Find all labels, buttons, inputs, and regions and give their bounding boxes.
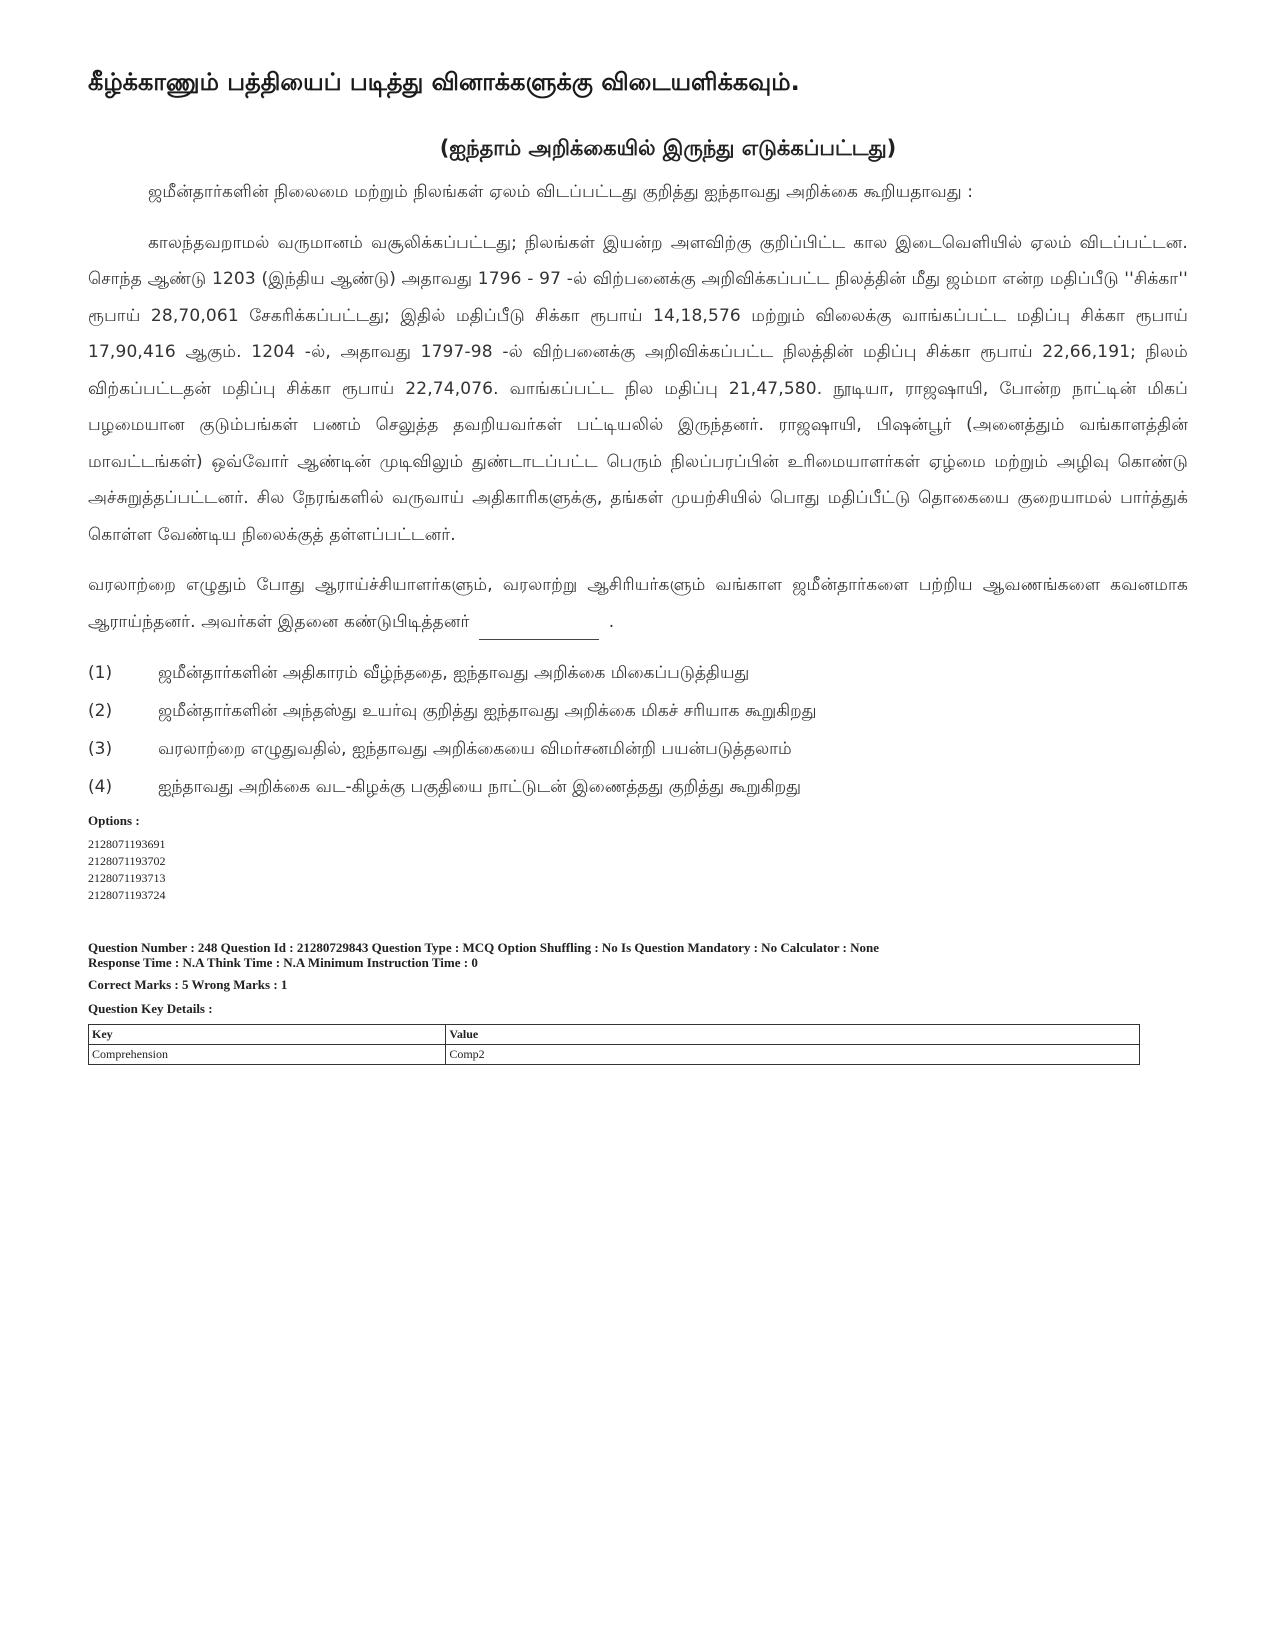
key-details-label: Question Key Details : bbox=[88, 1001, 213, 1016]
choice-text: வரலாற்றை எழுதுவதில், ஐந்தாவது அறிக்கையை விமர்சனமின்றி பயன்படுத்தலாம் bbox=[158, 739, 792, 759]
answer-blank bbox=[479, 619, 599, 640]
table-header-row bbox=[89, 1025, 1140, 1045]
passage-subtitle: (ஐந்தாம் அறிக்கையில் இருந்து எடுக்கப்பட்டது) bbox=[439, 136, 897, 160]
question-info-line-1: Question Number : 248 Question Id : 21280729843 Question Type : MCQ Option Shuffling : No Is Question Mandatory : No Calculator : None bbox=[88, 940, 880, 955]
table-cell-key: Comprehension bbox=[89, 1045, 446, 1065]
options-label: Options : bbox=[88, 813, 140, 828]
question-page bbox=[88, 62, 1188, 1065]
marks-info: Correct Marks : 5 Wrong Marks : 1 bbox=[88, 977, 288, 992]
choice-text: ஜமீன்தார்களின் அதிகாரம் வீழ்ந்ததை, ஐந்தாவது அறிக்கை மிகைப்படுத்தியது bbox=[158, 663, 750, 683]
option-id: 2128071193702 bbox=[88, 854, 166, 868]
passage-paragraph-1: ஜமீன்தார்களின் நிலைமை மற்றும் நிலங்கள் ஏலம் விடப்பட்டது குறித்து ஐந்தாவது அறிக்கை கூறியதாவது : bbox=[148, 182, 974, 202]
choice-number: (4) bbox=[88, 777, 113, 797]
choice-text: ஐந்தாவது அறிக்கை வட-கிழக்கு பகுதியை நாட்டுடன் இணைத்தது குறித்து கூறுகிறது bbox=[158, 777, 801, 797]
question-info bbox=[88, 940, 1188, 970]
option-id: 2128071193724 bbox=[88, 888, 166, 902]
passage-paragraph-2: காலந்தவறாமல் வருமானம் வசூலிக்கப்பட்டது; நிலங்கள் இயன்ற அளவிற்கு குறிப்பிட்ட கால இடைவெளியில் ஏலம் விடப்பட்டன. சொந்த ஆண்டு 1203 (இந்திய ஆண்டு) அதாவது 1796 - 97 -ல் விற்பனைக்கு அறிவிக்கப்பட்ட நிலத்தின் மீது ஜம்மா என்ற மதிப்பீடு ''சிக்கா'' ரூபாய் 28,70,061 சேகரிக்கப்பட்டது; இதில் மதிப்பீடு சிக்கா ரூபாய் 14,18,576 மற்றும் விலைக்கு வாங்கப்பட்ட மதிப்பு சிக்கா ரூபாய் 17,90,416 ஆகும். 1204 -ல், அதாவது 1797-98 -ல் விற்பனைக்கு அறிவிக்கப்பட்ட நிலத்தின் மதிப்பு சிக்கா ரூபாய் 22,66,191; நிலம் விற்கப்பட்டதன் மதிப்பு சிக்கா ரூபாய் 22,74,076. வாங்கப்பட்ட நில மதிப்பு 21,47,580. நூடியா, ராஜஷாயி, போன்ற நாட்டின் மிகப் பழமையான குடும்பங்கள் பணம் செலுத்த தவறியவர்கள் பட்டியலில் இருந்தனர். ராஜஷாயி, பிஷன்பூர் (அனைத்தும் வங்காளத்தின் மாவட்டங்கள்) ஒவ்வோர் ஆண்டின் முடிவிலும் துண்டாடப்பட்ட பெரும் நிலப்பரப்பின் உரிமையாளர்கள் ஏழ்மை மற்றும் அழிவு கொண்டு அச்சுறுத்தப்பட்டனர். சில நேரங்களில் வருவாய் அதிகாரிகளுக்கு, தங்கள் முயற்சியில் பொது மதிப்பீட்டு தொகையை குறையாமல் பார்த்துக் கொள்ள வேண்டிய நிலைக்குத் தள்ளப்பட்டனர். bbox=[88, 232, 1188, 545]
table-row bbox=[89, 1045, 1140, 1065]
key-details-table bbox=[88, 1024, 1140, 1065]
choice-number: (1) bbox=[88, 663, 113, 683]
answer-choices bbox=[88, 654, 1188, 806]
choice-number: (2) bbox=[88, 701, 113, 721]
options-list bbox=[88, 836, 1188, 904]
option-id: 2128071193691 bbox=[88, 837, 166, 851]
option-id: 2128071193713 bbox=[88, 871, 166, 885]
choice-4[interactable] bbox=[88, 768, 1188, 806]
table-cell-value: Comp2 bbox=[446, 1045, 1140, 1065]
choice-2[interactable] bbox=[88, 692, 1188, 730]
table-header-key: Key bbox=[89, 1025, 446, 1045]
question-stem bbox=[88, 567, 1188, 640]
table-header-value: Value bbox=[446, 1025, 1140, 1045]
choice-3[interactable] bbox=[88, 730, 1188, 768]
choice-number: (3) bbox=[88, 739, 113, 759]
question-end: . bbox=[608, 611, 615, 632]
choice-1[interactable] bbox=[88, 654, 1188, 692]
choice-text: ஜமீன்தார்களின் அந்தஸ்து உயர்வு குறித்து ஐந்தாவது அறிக்கை மிகச் சரியாக கூறுகிறது bbox=[158, 701, 817, 721]
question-info-line-2: Response Time : N.A Think Time : N.A Minimum Instruction Time : 0 bbox=[88, 955, 478, 970]
question-text: வரலாற்றை எழுதும் போது ஆராய்ச்சியாளர்களும், வரலாற்று ஆசிரியர்களும் வங்காள ஜமீன்தார்களை பற்றிய ஆவணங்களை கவனமாக ஆராய்ந்தனர். அவர்கள் இதனை கண்டுபிடித்தனர் bbox=[88, 575, 1188, 632]
instruction-text: கீழ்க்காணும் பத்தியைப் படித்து வினாக்களுக்கு விடையளிக்கவும். bbox=[88, 68, 800, 96]
